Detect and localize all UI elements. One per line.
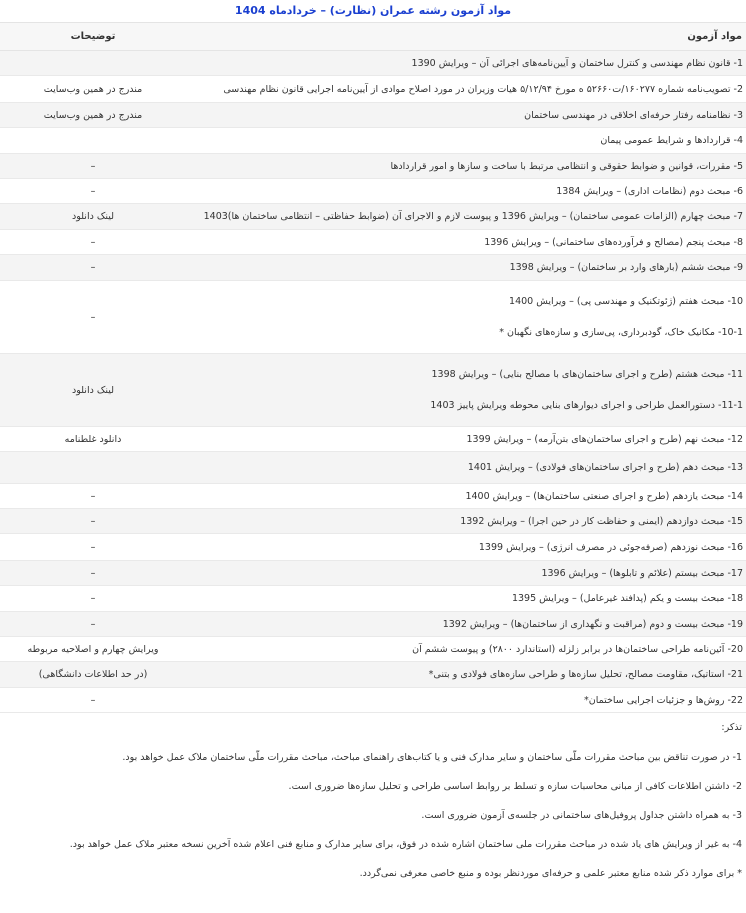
table-row xyxy=(0,76,746,103)
description-cell: – xyxy=(0,230,186,255)
description-cell: – xyxy=(0,612,186,637)
table-row xyxy=(0,255,746,281)
subject-cell xyxy=(186,103,746,128)
subject-text: 14- مبحث یازدهم (طرح و اجرای صنعتی ساختمان‌ها) – ویرایش 1400 xyxy=(465,490,743,502)
table-row xyxy=(0,662,746,688)
subject-cell xyxy=(186,76,746,103)
subject-cell xyxy=(186,230,746,255)
description-cell: مندرج در همین وب‌سایت xyxy=(0,103,186,128)
description-cell: – xyxy=(0,509,186,534)
subject-text: 8- مبحث پنجم (مصالح و فرآورده‌های ساختمانی) – ویرایش 1396 xyxy=(484,236,743,248)
description-cell: – xyxy=(0,688,186,713)
subject-cell xyxy=(186,154,746,179)
description-cell[interactable]: لینک دانلود xyxy=(0,204,186,230)
exam-subjects-table xyxy=(0,22,746,713)
subject-text: 1- قانون نظام مهندسی و کنترل ساختمان و آیین‌نامه‌های اجرائی آن – ویرایش 1390 xyxy=(411,57,743,69)
subject-cell xyxy=(186,51,746,76)
description-cell xyxy=(0,128,186,154)
table-row xyxy=(0,427,746,452)
table-row xyxy=(0,204,746,230)
subject-text: 19- مبحث بیست و دوم (مراقبت و نگهداری از ساختمان‌ها) – ویرایش 1392 xyxy=(442,618,743,630)
table-row xyxy=(0,103,746,128)
subject-cell xyxy=(186,179,746,204)
table-row xyxy=(0,51,746,76)
subject-text: 11-1- دستورالعمل طراحی و اجرای دیوارهای بنایی محوطه ویرایش پاییز 1403 xyxy=(430,400,743,411)
description-cell: – xyxy=(0,281,186,354)
page-title: مواد آزمون رشته عمران (نظارت) – خردادماه 1404 xyxy=(234,4,512,17)
table-row xyxy=(0,154,746,179)
table-row xyxy=(0,230,746,255)
subject-text: 2- تصویب‌نامه شماره ۱۶۰۲۷۷/ت۵۲۶۶۰ ه مورخ ۵/۱۲/۹۴ هیات وزیران در مورد اصلاح موادی از آیین‌نامه اجرایی قانون نظام مهندسی xyxy=(223,83,743,95)
table-row xyxy=(0,281,746,354)
subject-text: 21- استاتیک، مقاومت مصالح، تحلیل سازه‌ها و طراحی سازه‌های فولادی و بتنی* xyxy=(428,669,743,680)
subject-cell xyxy=(186,204,746,230)
description-cell[interactable]: دانلود غلطنامه xyxy=(0,427,186,452)
subject-cell xyxy=(186,534,746,561)
subject-cell xyxy=(186,561,746,586)
notes-label: تذکر: xyxy=(721,722,742,733)
description-cell: ویرایش چهارم و اصلاحیه مربوطه xyxy=(0,637,186,662)
description-cell: – xyxy=(0,561,186,586)
note-item: * برای موارد ذکر شده منابع معتبر علمی و حرفه‌ای موردنظر بوده و منبع خاصی معرفی نمی‌گردد. xyxy=(359,868,742,879)
table-row xyxy=(0,561,746,586)
subject-text: 16- مبحث نوزدهم (صرفه‌جوئی در مصرف انرژی) – ویرایش 1399 xyxy=(478,541,743,553)
subject-cell xyxy=(186,637,746,662)
description-cell: – xyxy=(0,154,186,179)
subject-text: 3- نظامنامه رفتار حرفه‌ای اخلاقی در مهندسی ساختمان xyxy=(524,109,743,121)
subject-cell xyxy=(186,452,746,484)
description-cell xyxy=(0,452,186,484)
subject-text: 7- مبحث چهارم (الزامات عمومی ساختمان) – ویرایش 1396 و پیوست لازم و الاجرای آن (ضوابط حفاظتی – انتظامی ساختمان ها)1403 xyxy=(203,211,743,222)
description-cell: – xyxy=(0,179,186,204)
table-header-row xyxy=(0,23,746,51)
description-cell xyxy=(0,51,186,76)
note-item: 3- به همراه داشتن جداول پروفیل‌های ساختمانی در جلسه‌ی آزمون ضروری است. xyxy=(421,810,742,821)
notes-section xyxy=(0,722,746,881)
description-cell: مندرج در همین وب‌سایت xyxy=(0,76,186,103)
subject-cell xyxy=(186,484,746,509)
table-row xyxy=(0,128,746,154)
subject-cell xyxy=(186,612,746,637)
table-row xyxy=(0,534,746,561)
description-cell: – xyxy=(0,586,186,612)
subject-text: 4- قراردادها و شرایط عمومی پیمان xyxy=(600,135,743,146)
note-item: 1- در صورت تناقض بین مباحث مقررات ملّی ساختمان و سایر مدارک فنی و یا کتاب‌های راهنمای مباحث، مباحث مقررات ملّی ساختمان ملاک عمل خواهد بود. xyxy=(122,752,742,763)
table-row xyxy=(0,688,746,713)
note-item: 2- داشتن اطلاعات کافی از مبانی محاسبات سازه و تسلط بر روابط اساسی طراحی و تحلیل سازه‌ها ضروری است. xyxy=(288,781,742,792)
subject-cell xyxy=(186,128,746,154)
table-row xyxy=(0,586,746,612)
subject-cell xyxy=(186,586,746,612)
subject-cell xyxy=(186,662,746,688)
table-row xyxy=(0,179,746,204)
subject-text: 12- مبحث نهم (طرح و اجرای ساختمان‌های بتن‌آرمه) – ویرایش 1399 xyxy=(466,433,743,445)
subject-text: 22- روش‌ها و جزئیات اجرایی ساختمان* xyxy=(583,694,743,706)
description-cell: (در حد اطلاعات دانشگاهی) xyxy=(0,662,186,688)
subject-cell xyxy=(186,427,746,452)
table-row xyxy=(0,452,746,484)
subject-cell xyxy=(186,281,746,354)
notes-list xyxy=(4,751,742,881)
description-cell: – xyxy=(0,255,186,281)
subject-cell xyxy=(186,255,746,281)
subject-text: 11- مبحث هشتم (طرح و اجرای ساختمان‌های با مصالح بنایی) – ویرایش 1398 xyxy=(431,369,743,380)
subject-text: 18- مبحث بیست و یکم (پدافند غیرعامل) – ویرایش 1395 xyxy=(511,593,743,604)
description-cell: – xyxy=(0,484,186,509)
note-item: 4- به غیر از ویرایش های یاد شده در مباحث مقررات ملی ساختمان اشاره شده در فوق، برای سایر مدارک و منابع فنی اعلام شده آخرین نسخه معتبر ملاک عمل خواهد بود. xyxy=(69,839,742,850)
subject-text: 17- مبحث بیستم (علائم و تابلوها) – ویرایش 1396 xyxy=(541,567,743,579)
subject-text: 10-1- مکانیک خاک، گودبرداری، پی‌سازی و سازه‌های نگهبان * xyxy=(499,327,743,338)
table-body xyxy=(0,51,746,713)
subject-text: 6- مبحث دوم (نظامات اداری) – ویرایش 1384 xyxy=(556,185,743,197)
table-row xyxy=(0,637,746,662)
table-row xyxy=(0,484,746,509)
table-row xyxy=(0,509,746,534)
subject-cell xyxy=(186,509,746,534)
table-row xyxy=(0,612,746,637)
table-row xyxy=(0,354,746,427)
header-description: توضیحات xyxy=(0,23,186,51)
header-subjects: مواد آزمون xyxy=(186,23,746,51)
subject-text: 10- مبحث هفتم (ژئوتکنیک و مهندسی پی) – ویرایش 1400 xyxy=(509,296,743,307)
subject-text: 13- مبحث دهم (طرح و اجرای ساختمان‌های فولادی) – ویرایش 1401 xyxy=(467,462,743,473)
subject-text: 20- آئین‌نامه طراحی ساختمان‌ها در برابر زلزله (استاندارد ۲۸۰۰) و پیوست ششم آن xyxy=(412,643,743,655)
description-cell[interactable]: لینک دانلود xyxy=(0,354,186,427)
subject-text: 5- مقررات، قوانین و ضوابط حقوقی و انتظامی مرتبط با ساخت و سازها و امور قراردادها xyxy=(390,160,743,172)
subject-cell xyxy=(186,688,746,713)
subject-text: 15- مبحث دوازدهم (ایمنی و حفاظت کار در حین اجرا) – ویرایش 1392 xyxy=(460,515,743,527)
subject-text: 9- مبحث ششم (بارهای وارد بر ساختمان) – ویرایش 1398 xyxy=(509,262,743,273)
subject-cell xyxy=(186,354,746,427)
description-cell: – xyxy=(0,534,186,561)
